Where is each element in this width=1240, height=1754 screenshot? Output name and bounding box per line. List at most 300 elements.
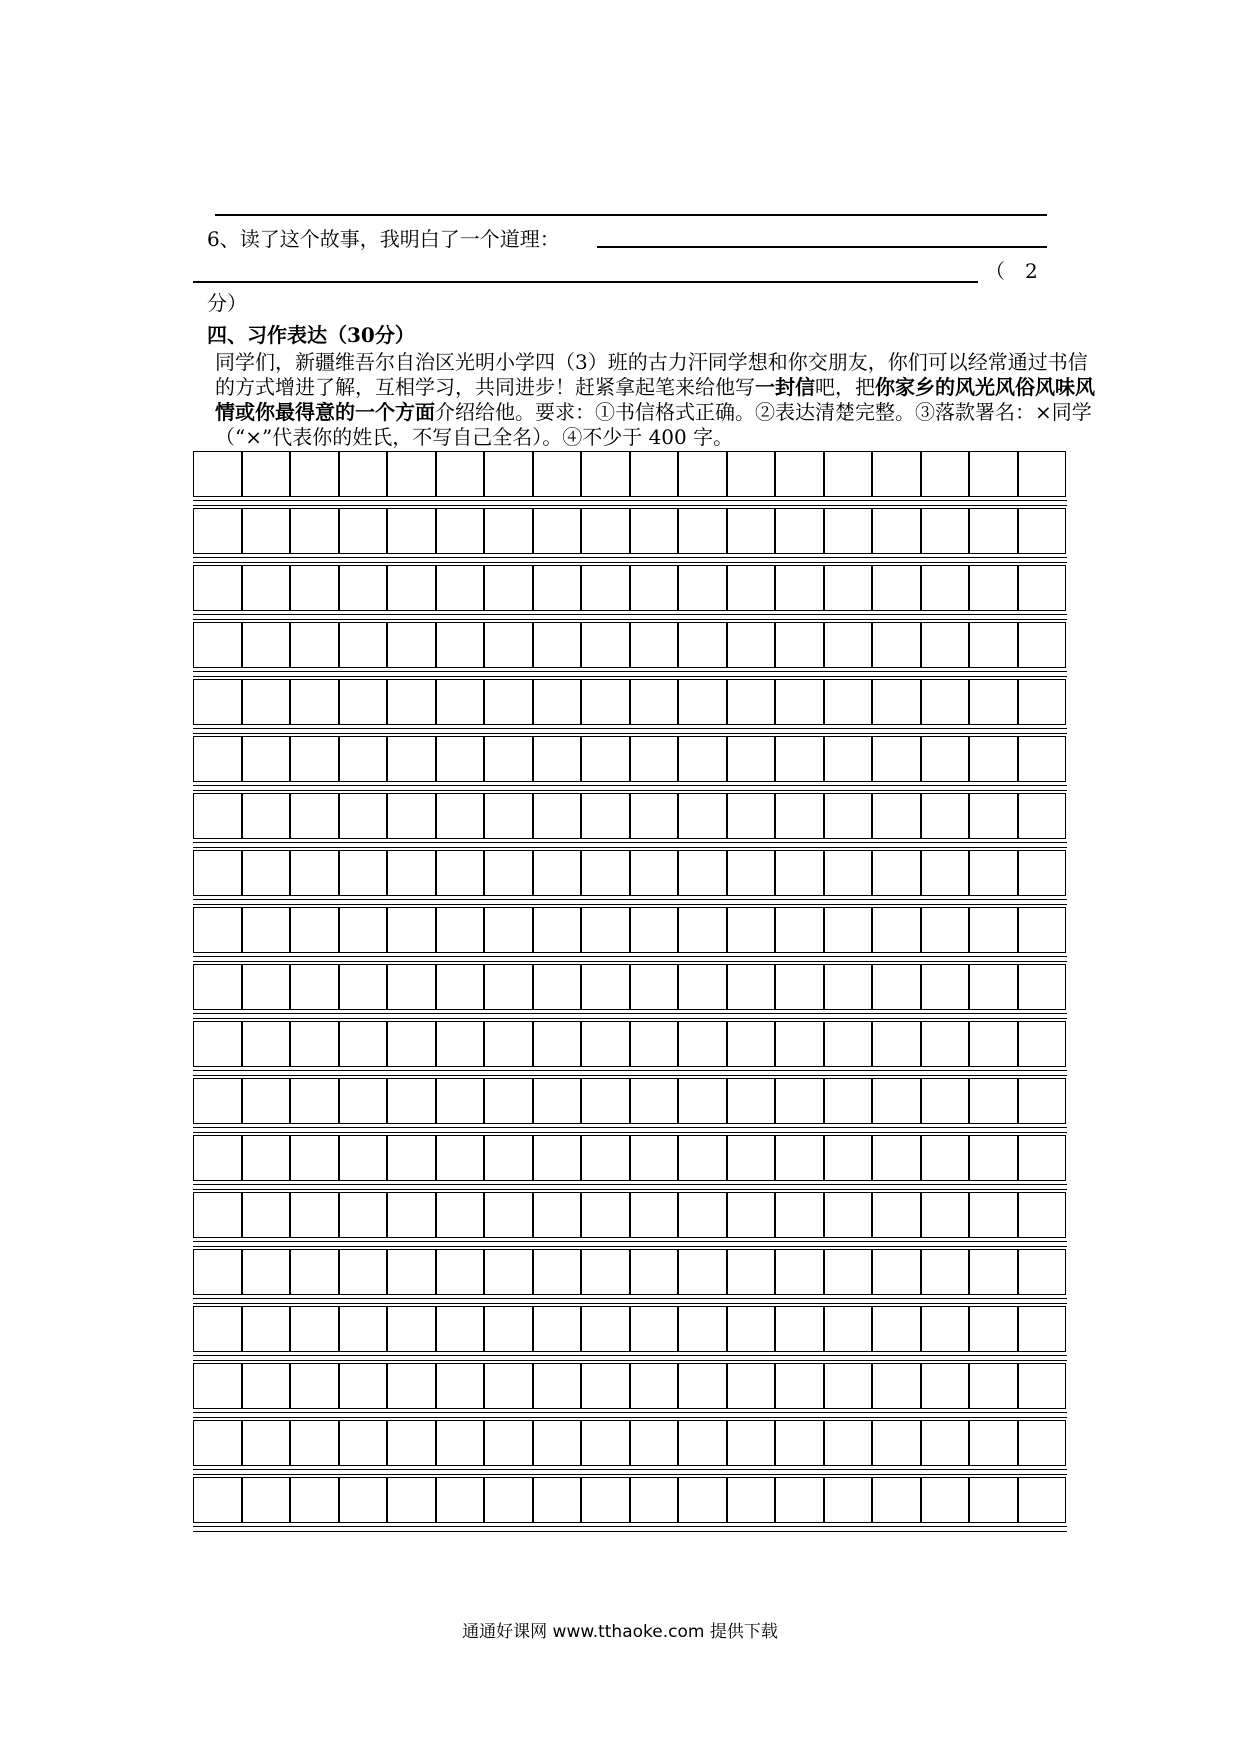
grid-cell[interactable]	[581, 508, 630, 554]
grid-cell[interactable]	[436, 793, 485, 839]
grid-cell[interactable]	[484, 1078, 533, 1124]
grid-cell[interactable]	[775, 451, 824, 497]
grid-cell[interactable]	[872, 1135, 921, 1181]
grid-cell[interactable]	[678, 508, 727, 554]
grid-cell[interactable]	[484, 565, 533, 611]
grid-cell[interactable]	[1018, 1306, 1067, 1352]
grid-cell[interactable]	[533, 1249, 582, 1295]
grid-cell[interactable]	[921, 1306, 970, 1352]
grid-cell[interactable]	[484, 1021, 533, 1067]
grid-cell[interactable]	[290, 1078, 339, 1124]
grid-cell[interactable]	[436, 964, 485, 1010]
grid-cell[interactable]	[775, 736, 824, 782]
grid-cell[interactable]	[242, 565, 291, 611]
grid-cell[interactable]	[1018, 508, 1067, 554]
grid-cell[interactable]	[290, 1477, 339, 1523]
grid-cell[interactable]	[436, 508, 485, 554]
grid-cell[interactable]	[630, 1306, 679, 1352]
grid-cell[interactable]	[921, 1363, 970, 1409]
grid-cell[interactable]	[921, 1249, 970, 1295]
grid-cell[interactable]	[630, 1192, 679, 1238]
grid-cell[interactable]	[484, 508, 533, 554]
grid-cell[interactable]	[242, 1135, 291, 1181]
grid-cell[interactable]	[824, 1363, 873, 1409]
grid-cell[interactable]	[824, 1477, 873, 1523]
grid-cell[interactable]	[969, 1249, 1018, 1295]
grid-cell[interactable]	[969, 964, 1018, 1010]
grid-cell[interactable]	[581, 1477, 630, 1523]
grid-cell[interactable]	[436, 850, 485, 896]
grid-cell[interactable]	[921, 1192, 970, 1238]
grid-cell[interactable]	[678, 565, 727, 611]
grid-cell[interactable]	[727, 451, 776, 497]
grid-cell[interactable]	[824, 1192, 873, 1238]
grid-cell[interactable]	[290, 451, 339, 497]
grid-cell[interactable]	[193, 1192, 242, 1238]
grid-cell[interactable]	[436, 622, 485, 668]
grid-cell[interactable]	[775, 793, 824, 839]
grid-cell[interactable]	[630, 1078, 679, 1124]
grid-cell[interactable]	[339, 964, 388, 1010]
grid-cell[interactable]	[872, 1021, 921, 1067]
grid-cell[interactable]	[581, 1078, 630, 1124]
grid-cell[interactable]	[581, 1249, 630, 1295]
grid-cell[interactable]	[339, 565, 388, 611]
grid-cell[interactable]	[872, 793, 921, 839]
grid-cell[interactable]	[581, 850, 630, 896]
grid-cell[interactable]	[775, 1192, 824, 1238]
grid-cell[interactable]	[921, 1021, 970, 1067]
grid-cell[interactable]	[921, 565, 970, 611]
grid-cell[interactable]	[581, 451, 630, 497]
grid-cell[interactable]	[775, 1477, 824, 1523]
grid-cell[interactable]	[969, 1420, 1018, 1466]
grid-cell[interactable]	[824, 1078, 873, 1124]
grid-cell[interactable]	[872, 1192, 921, 1238]
grid-cell[interactable]	[581, 1192, 630, 1238]
grid-cell[interactable]	[921, 679, 970, 725]
grid-cell[interactable]	[824, 508, 873, 554]
grid-cell[interactable]	[290, 1249, 339, 1295]
grid-cell[interactable]	[824, 1420, 873, 1466]
grid-cell[interactable]	[387, 1192, 436, 1238]
grid-cell[interactable]	[1018, 793, 1067, 839]
grid-cell[interactable]	[969, 679, 1018, 725]
grid-cell[interactable]	[387, 1306, 436, 1352]
grid-cell[interactable]	[969, 907, 1018, 953]
grid-cell[interactable]	[824, 793, 873, 839]
grid-cell[interactable]	[969, 736, 1018, 782]
grid-cell[interactable]	[727, 1420, 776, 1466]
grid-cell[interactable]	[242, 1306, 291, 1352]
grid-cell[interactable]	[242, 1477, 291, 1523]
grid-cell[interactable]	[387, 1249, 436, 1295]
grid-cell[interactable]	[387, 508, 436, 554]
grid-cell[interactable]	[775, 1420, 824, 1466]
grid-cell[interactable]	[581, 736, 630, 782]
grid-cell[interactable]	[921, 736, 970, 782]
grid-cell[interactable]	[678, 451, 727, 497]
grid-cell[interactable]	[484, 850, 533, 896]
grid-cell[interactable]	[727, 508, 776, 554]
grid-cell[interactable]	[630, 850, 679, 896]
grid-cell[interactable]	[533, 1363, 582, 1409]
grid-cell[interactable]	[339, 1078, 388, 1124]
grid-cell[interactable]	[1018, 1021, 1067, 1067]
grid-cell[interactable]	[387, 679, 436, 725]
grid-cell[interactable]	[533, 565, 582, 611]
grid-cell[interactable]	[727, 1249, 776, 1295]
grid-cell[interactable]	[1018, 679, 1067, 725]
grid-cell[interactable]	[533, 1306, 582, 1352]
grid-cell[interactable]	[290, 622, 339, 668]
grid-cell[interactable]	[436, 451, 485, 497]
grid-cell[interactable]	[678, 1078, 727, 1124]
grid-cell[interactable]	[1018, 451, 1067, 497]
grid-cell[interactable]	[1018, 1477, 1067, 1523]
grid-cell[interactable]	[581, 793, 630, 839]
grid-cell[interactable]	[775, 1135, 824, 1181]
grid-cell[interactable]	[727, 850, 776, 896]
grid-cell[interactable]	[678, 1249, 727, 1295]
grid-cell[interactable]	[290, 508, 339, 554]
grid-cell[interactable]	[1018, 1420, 1067, 1466]
grid-cell[interactable]	[969, 1078, 1018, 1124]
grid-cell[interactable]	[824, 1021, 873, 1067]
grid-cell[interactable]	[921, 907, 970, 953]
grid-cell[interactable]	[387, 1420, 436, 1466]
grid-cell[interactable]	[290, 679, 339, 725]
grid-cell[interactable]	[533, 622, 582, 668]
grid-cell[interactable]	[581, 1306, 630, 1352]
grid-cell[interactable]	[921, 1135, 970, 1181]
grid-cell[interactable]	[872, 508, 921, 554]
grid-cell[interactable]	[193, 508, 242, 554]
grid-cell[interactable]	[242, 793, 291, 839]
grid-cell[interactable]	[387, 1078, 436, 1124]
grid-cell[interactable]	[824, 451, 873, 497]
grid-cell[interactable]	[630, 1249, 679, 1295]
grid-cell[interactable]	[193, 451, 242, 497]
grid-cell[interactable]	[290, 736, 339, 782]
grid-cell[interactable]	[242, 451, 291, 497]
grid-cell[interactable]	[581, 964, 630, 1010]
grid-cell[interactable]	[872, 1078, 921, 1124]
grid-cell[interactable]	[1018, 565, 1067, 611]
grid-cell[interactable]	[484, 679, 533, 725]
grid-cell[interactable]	[533, 1135, 582, 1181]
grid-cell[interactable]	[193, 1420, 242, 1466]
grid-cell[interactable]	[193, 1135, 242, 1181]
grid-cell[interactable]	[290, 1135, 339, 1181]
grid-cell[interactable]	[242, 679, 291, 725]
grid-cell[interactable]	[242, 508, 291, 554]
grid-cell[interactable]	[290, 1021, 339, 1067]
grid-cell[interactable]	[484, 1306, 533, 1352]
grid-cell[interactable]	[824, 850, 873, 896]
grid-cell[interactable]	[630, 907, 679, 953]
grid-cell[interactable]	[872, 622, 921, 668]
grid-cell[interactable]	[533, 736, 582, 782]
grid-cell[interactable]	[727, 793, 776, 839]
grid-cell[interactable]	[193, 793, 242, 839]
grid-cell[interactable]	[339, 451, 388, 497]
grid-cell[interactable]	[290, 907, 339, 953]
grid-cell[interactable]	[387, 565, 436, 611]
grid-cell[interactable]	[290, 850, 339, 896]
grid-cell[interactable]	[387, 622, 436, 668]
grid-cell[interactable]	[484, 736, 533, 782]
grid-cell[interactable]	[484, 1192, 533, 1238]
grid-cell[interactable]	[775, 850, 824, 896]
grid-cell[interactable]	[436, 679, 485, 725]
grid-cell[interactable]	[387, 850, 436, 896]
grid-cell[interactable]	[484, 622, 533, 668]
grid-cell[interactable]	[630, 1135, 679, 1181]
grid-cell[interactable]	[436, 1135, 485, 1181]
grid-cell[interactable]	[775, 679, 824, 725]
grid-cell[interactable]	[581, 1363, 630, 1409]
grid-cell[interactable]	[387, 907, 436, 953]
grid-cell[interactable]	[775, 1363, 824, 1409]
grid-cell[interactable]	[242, 1021, 291, 1067]
grid-cell[interactable]	[193, 1477, 242, 1523]
grid-cell[interactable]	[824, 1249, 873, 1295]
grid-cell[interactable]	[193, 622, 242, 668]
grid-cell[interactable]	[824, 679, 873, 725]
grid-cell[interactable]	[436, 1249, 485, 1295]
grid-cell[interactable]	[581, 565, 630, 611]
answer-line-2[interactable]	[597, 246, 1047, 248]
grid-cell[interactable]	[193, 565, 242, 611]
grid-cell[interactable]	[678, 736, 727, 782]
grid-cell[interactable]	[727, 622, 776, 668]
grid-cell[interactable]	[824, 622, 873, 668]
grid-cell[interactable]	[242, 622, 291, 668]
grid-cell[interactable]	[727, 1078, 776, 1124]
grid-cell[interactable]	[242, 736, 291, 782]
grid-cell[interactable]	[484, 1477, 533, 1523]
grid-cell[interactable]	[921, 451, 970, 497]
grid-cell[interactable]	[290, 793, 339, 839]
grid-cell[interactable]	[630, 736, 679, 782]
grid-cell[interactable]	[969, 451, 1018, 497]
grid-cell[interactable]	[484, 1420, 533, 1466]
grid-cell[interactable]	[193, 1249, 242, 1295]
grid-cell[interactable]	[727, 1306, 776, 1352]
grid-cell[interactable]	[387, 451, 436, 497]
grid-cell[interactable]	[678, 850, 727, 896]
grid-cell[interactable]	[872, 907, 921, 953]
grid-cell[interactable]	[1018, 964, 1067, 1010]
grid-cell[interactable]	[775, 1306, 824, 1352]
grid-cell[interactable]	[484, 1249, 533, 1295]
grid-cell[interactable]	[824, 907, 873, 953]
grid-cell[interactable]	[727, 565, 776, 611]
grid-cell[interactable]	[339, 679, 388, 725]
grid-cell[interactable]	[727, 907, 776, 953]
grid-cell[interactable]	[436, 1477, 485, 1523]
grid-cell[interactable]	[484, 907, 533, 953]
grid-cell[interactable]	[339, 793, 388, 839]
grid-cell[interactable]	[339, 1021, 388, 1067]
grid-cell[interactable]	[630, 964, 679, 1010]
grid-cell[interactable]	[533, 850, 582, 896]
grid-cell[interactable]	[872, 850, 921, 896]
grid-cell[interactable]	[436, 1363, 485, 1409]
grid-cell[interactable]	[581, 1420, 630, 1466]
grid-cell[interactable]	[581, 622, 630, 668]
grid-cell[interactable]	[339, 850, 388, 896]
grid-cell[interactable]	[436, 1306, 485, 1352]
grid-cell[interactable]	[484, 1363, 533, 1409]
grid-cell[interactable]	[872, 1306, 921, 1352]
grid-cell[interactable]	[727, 1021, 776, 1067]
grid-cell[interactable]	[969, 1192, 1018, 1238]
grid-cell[interactable]	[921, 850, 970, 896]
answer-line-1[interactable]	[215, 214, 1047, 216]
grid-cell[interactable]	[678, 1420, 727, 1466]
grid-cell[interactable]	[921, 622, 970, 668]
grid-cell[interactable]	[775, 565, 824, 611]
grid-cell[interactable]	[290, 964, 339, 1010]
grid-cell[interactable]	[824, 736, 873, 782]
grid-cell[interactable]	[533, 1078, 582, 1124]
grid-cell[interactable]	[242, 907, 291, 953]
grid-cell[interactable]	[727, 1135, 776, 1181]
grid-cell[interactable]	[339, 1249, 388, 1295]
grid-cell[interactable]	[533, 1021, 582, 1067]
grid-cell[interactable]	[533, 451, 582, 497]
grid-cell[interactable]	[630, 679, 679, 725]
grid-cell[interactable]	[678, 964, 727, 1010]
grid-cell[interactable]	[969, 565, 1018, 611]
grid-cell[interactable]	[1018, 736, 1067, 782]
grid-cell[interactable]	[775, 907, 824, 953]
grid-cell[interactable]	[436, 565, 485, 611]
grid-cell[interactable]	[872, 1249, 921, 1295]
grid-cell[interactable]	[1018, 1249, 1067, 1295]
grid-cell[interactable]	[436, 1192, 485, 1238]
grid-cell[interactable]	[533, 964, 582, 1010]
grid-cell[interactable]	[1018, 1135, 1067, 1181]
grid-cell[interactable]	[533, 1192, 582, 1238]
grid-cell[interactable]	[242, 1420, 291, 1466]
grid-cell[interactable]	[1018, 850, 1067, 896]
grid-cell[interactable]	[242, 1078, 291, 1124]
grid-cell[interactable]	[242, 1363, 291, 1409]
grid-cell[interactable]	[484, 964, 533, 1010]
grid-cell[interactable]	[193, 736, 242, 782]
grid-cell[interactable]	[193, 679, 242, 725]
grid-cell[interactable]	[872, 1477, 921, 1523]
grid-cell[interactable]	[630, 508, 679, 554]
grid-cell[interactable]	[387, 1135, 436, 1181]
grid-cell[interactable]	[581, 907, 630, 953]
grid-cell[interactable]	[242, 850, 291, 896]
grid-cell[interactable]	[630, 1477, 679, 1523]
grid-cell[interactable]	[193, 1021, 242, 1067]
grid-cell[interactable]	[969, 1363, 1018, 1409]
grid-cell[interactable]	[1018, 1363, 1067, 1409]
grid-cell[interactable]	[678, 679, 727, 725]
grid-cell[interactable]	[630, 793, 679, 839]
grid-cell[interactable]	[387, 1021, 436, 1067]
grid-cell[interactable]	[969, 1306, 1018, 1352]
grid-cell[interactable]	[1018, 1078, 1067, 1124]
grid-cell[interactable]	[339, 907, 388, 953]
grid-cell[interactable]	[872, 736, 921, 782]
grid-cell[interactable]	[775, 508, 824, 554]
grid-cell[interactable]	[872, 451, 921, 497]
grid-cell[interactable]	[727, 1363, 776, 1409]
grid-cell[interactable]	[242, 1249, 291, 1295]
grid-cell[interactable]	[727, 736, 776, 782]
grid-cell[interactable]	[436, 1078, 485, 1124]
grid-cell[interactable]	[387, 1477, 436, 1523]
grid-cell[interactable]	[678, 1306, 727, 1352]
answer-line-3[interactable]	[193, 281, 978, 283]
grid-cell[interactable]	[290, 1306, 339, 1352]
grid-cell[interactable]	[290, 565, 339, 611]
grid-cell[interactable]	[775, 622, 824, 668]
grid-cell[interactable]	[387, 1363, 436, 1409]
grid-cell[interactable]	[824, 1135, 873, 1181]
grid-cell[interactable]	[872, 565, 921, 611]
grid-cell[interactable]	[824, 964, 873, 1010]
grid-cell[interactable]	[775, 1249, 824, 1295]
grid-cell[interactable]	[193, 1078, 242, 1124]
grid-cell[interactable]	[339, 1135, 388, 1181]
grid-cell[interactable]	[193, 907, 242, 953]
grid-cell[interactable]	[436, 1420, 485, 1466]
grid-cell[interactable]	[921, 1420, 970, 1466]
grid-cell[interactable]	[630, 451, 679, 497]
grid-cell[interactable]	[775, 1021, 824, 1067]
grid-cell[interactable]	[727, 1477, 776, 1523]
grid-cell[interactable]	[969, 622, 1018, 668]
grid-cell[interactable]	[387, 793, 436, 839]
grid-cell[interactable]	[969, 793, 1018, 839]
grid-cell[interactable]	[339, 1192, 388, 1238]
grid-cell[interactable]	[193, 850, 242, 896]
grid-cell[interactable]	[727, 964, 776, 1010]
grid-cell[interactable]	[533, 1477, 582, 1523]
grid-cell[interactable]	[678, 1135, 727, 1181]
grid-cell[interactable]	[193, 1363, 242, 1409]
grid-cell[interactable]	[339, 508, 388, 554]
grid-cell[interactable]	[630, 565, 679, 611]
grid-cell[interactable]	[824, 565, 873, 611]
grid-cell[interactable]	[727, 1192, 776, 1238]
grid-cell[interactable]	[921, 964, 970, 1010]
grid-cell[interactable]	[242, 964, 291, 1010]
grid-cell[interactable]	[921, 1477, 970, 1523]
grid-cell[interactable]	[533, 793, 582, 839]
grid-cell[interactable]	[581, 679, 630, 725]
grid-cell[interactable]	[630, 622, 679, 668]
grid-cell[interactable]	[678, 1021, 727, 1067]
grid-cell[interactable]	[678, 1192, 727, 1238]
grid-cell[interactable]	[872, 964, 921, 1010]
grid-cell[interactable]	[436, 907, 485, 953]
grid-cell[interactable]	[872, 1420, 921, 1466]
grid-cell[interactable]	[436, 736, 485, 782]
grid-cell[interactable]	[533, 679, 582, 725]
grid-cell[interactable]	[533, 508, 582, 554]
grid-cell[interactable]	[678, 622, 727, 668]
grid-cell[interactable]	[290, 1363, 339, 1409]
